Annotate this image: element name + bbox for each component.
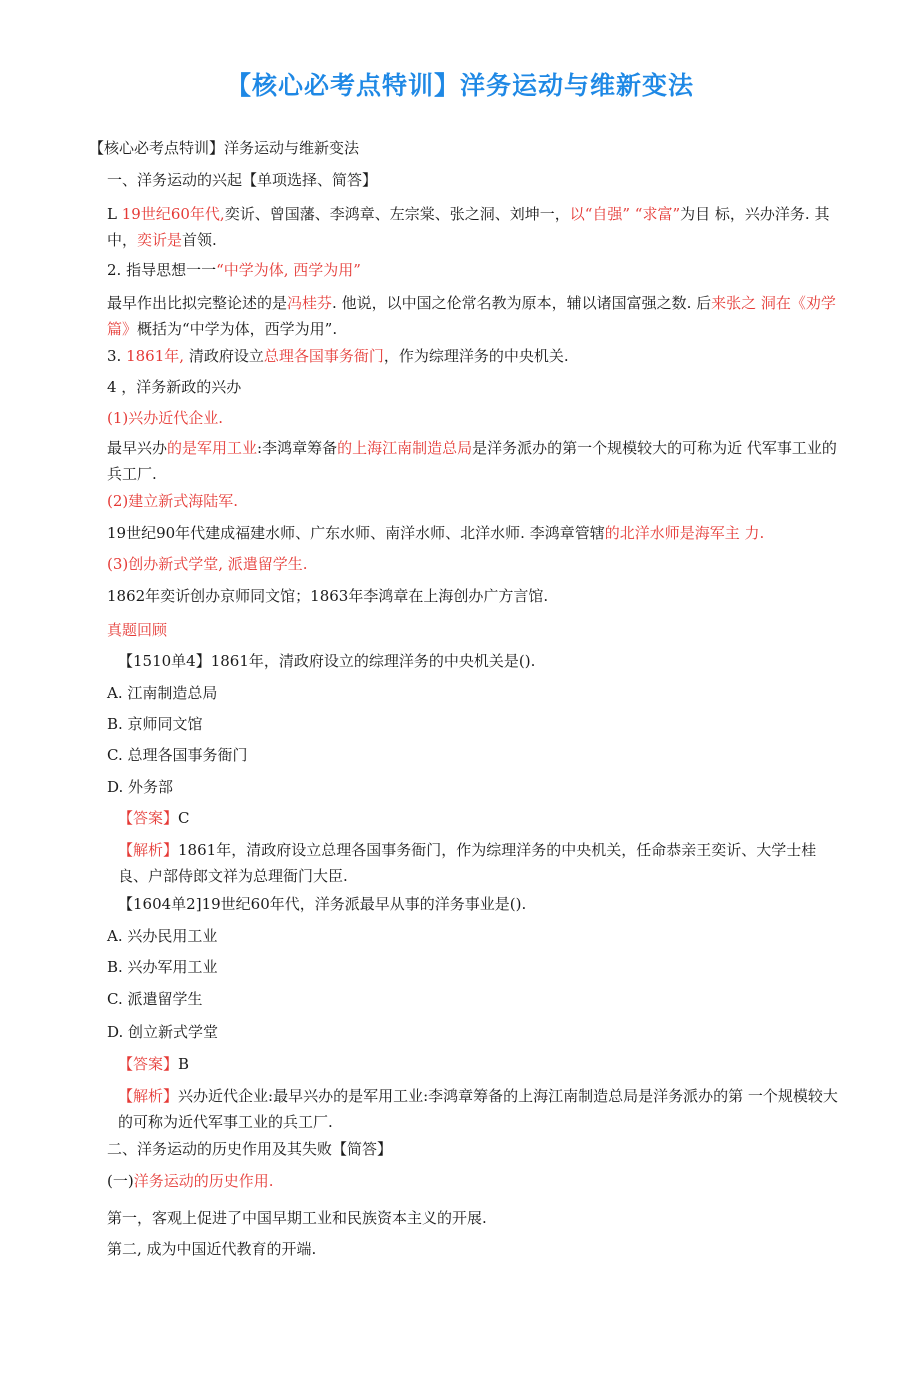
text-segment: 最早兴办 (107, 439, 168, 457)
text-segment: 奕䜣、曾国藩、李鸿章、左宗棠、张之洞、刘坤一， (224, 205, 570, 223)
paragraph-fleets (107, 520, 845, 547)
text-segment: 19世纪90年代建成福建水师、广东水师、南洋水师、北洋水师. 李鸿章管辖 (107, 524, 605, 542)
answer-value: B (178, 1055, 190, 1073)
highlight-text: 19世纪60年代, (121, 205, 225, 223)
section-2-heading: 二、洋务运动的历史作用及其失败【简答】 (107, 1140, 393, 1158)
text-segment: 首领. (182, 231, 217, 249)
subheading-enterprises: (1)兴办近代企业. (107, 409, 224, 427)
question-1-option-d: D. 外务部 (107, 778, 174, 796)
question-2-analysis (118, 1083, 845, 1135)
highlight-text: 洋务运动的历史作用. (133, 1172, 274, 1190)
question-2-option-d: D. 创立新式学堂 (107, 1023, 219, 1041)
question-2-option-a: A. 兴办民用工业 (107, 927, 218, 945)
question-2-stem: 【1604单2]19世纪60年代，洋务派最早从事的洋务事业是(). (118, 895, 527, 913)
highlight-text: “中学为体, 西学为用” (216, 261, 361, 279)
analysis-text: 兴办近代企业:最早兴办的是军用工业:李鸿章筹备的上海江南制造总局是洋务派办的第 一个规模较大的可称为近代军事工业的兵工厂. (118, 1087, 838, 1131)
highlight-text: 的是军用工业 (167, 439, 258, 457)
highlight-text: 以“自强” “求富” (569, 205, 681, 223)
text-segment: ，作为综理洋务的中央机关. (383, 347, 569, 365)
question-1-option-b: B. 京师同文馆 (107, 715, 203, 733)
subheading-navy: (2)建立新式海陆军. (107, 492, 239, 510)
paragraph-zongli-yamen (107, 343, 845, 370)
text-segment: 为目 标，兴办洋务. 其中， (107, 205, 830, 249)
subheading-schools: (3)创办新式学堂, 派遣留学生. (107, 555, 308, 573)
text-segment: 2. 指导思想一一 (107, 261, 217, 279)
text-segment: L (107, 205, 122, 223)
question-1-answer (118, 805, 845, 832)
text-segment: 清政府设立 (184, 347, 264, 365)
question-1-stem: 【1510单4】1861年，清政府设立的综理洋务的中央机关是(). (118, 652, 536, 670)
highlight-text: 的北洋水师是海军主 力. (604, 524, 765, 542)
text-segment: 3. (107, 347, 127, 365)
analysis-text: 1861年，清政府设立总理各国事务衙门，作为综理洋务的中央机关，任命恭亲王奕䜣、大学士桂良、户部侍郎文祥为总理衙门大臣. (118, 841, 817, 885)
paragraph-second-effect: 第二, 成为中国近代教育的开端. (107, 1240, 317, 1258)
question-2-option-c: C. 派遣留学生 (107, 990, 203, 1008)
question-1-analysis (118, 837, 845, 889)
highlight-text: 1861年, (126, 347, 185, 365)
section-1-heading: 一、洋务运动的兴起【单项选择、简答】 (107, 171, 378, 189)
paragraph-new-policies: 4 ，洋务新政的兴办 (107, 378, 242, 396)
text-segment: . 他说，以中国之伦常名教为原本，辅以诸国富强之数. 后 (332, 294, 712, 312)
highlight-text: 来张之 洞在《劝学篇》 (107, 294, 836, 338)
text-segment: 是洋务派办的第一个规模较大的可称为近 代军事工业的兵工厂. (107, 439, 837, 483)
highlight-text: 冯桂芬 (287, 294, 333, 312)
review-heading: 真题回顾 (107, 621, 168, 639)
page-title: 【核心必考点特训】洋务运动与维新变法 (225, 71, 694, 100)
highlight-text: 奕䜣是 (137, 231, 183, 249)
analysis-label: 【解析】 (118, 841, 179, 859)
answer-label: 【答案】 (118, 1055, 179, 1073)
paragraph-schools: 1862年奕䜣创办京师同文馆；1863年李鸿章在上海创办广方言馆. (107, 587, 549, 605)
highlight-text: 的上海江南制造总局 (337, 439, 473, 457)
text-segment: 最早作出比拟完整论述的是 (107, 294, 288, 312)
paragraph-first-effect: 第一，客观上促进了中国早期工业和民族资本主义的开展. (107, 1209, 487, 1227)
question-2-option-b: B. 兴办军用工业 (107, 958, 218, 976)
question-1-option-c: C. 总理各国事务衙门 (107, 746, 248, 764)
text-segment: :李鸿章筹备 (257, 439, 338, 457)
guiding-ideology (107, 257, 845, 284)
paragraph-military-industry (107, 435, 845, 487)
highlight-text: 总理各国事务衙门 (263, 347, 384, 365)
subheading-historical-role (107, 1168, 845, 1195)
paragraph-feng-guifen (107, 290, 845, 342)
answer-label: 【答案】 (118, 809, 179, 827)
paragraph-origin (107, 201, 845, 253)
text-segment: 概括为“中学为体，西学为用”. (137, 320, 338, 338)
question-2-answer (118, 1051, 845, 1078)
answer-value: C (178, 809, 190, 827)
document-subtitle: 【核心必考点特训】洋务运动与维新变法 (89, 139, 360, 157)
question-1-option-a: A. 江南制造总局 (107, 684, 218, 702)
analysis-label: 【解析】 (118, 1087, 179, 1105)
text-segment: (一) (107, 1172, 134, 1190)
